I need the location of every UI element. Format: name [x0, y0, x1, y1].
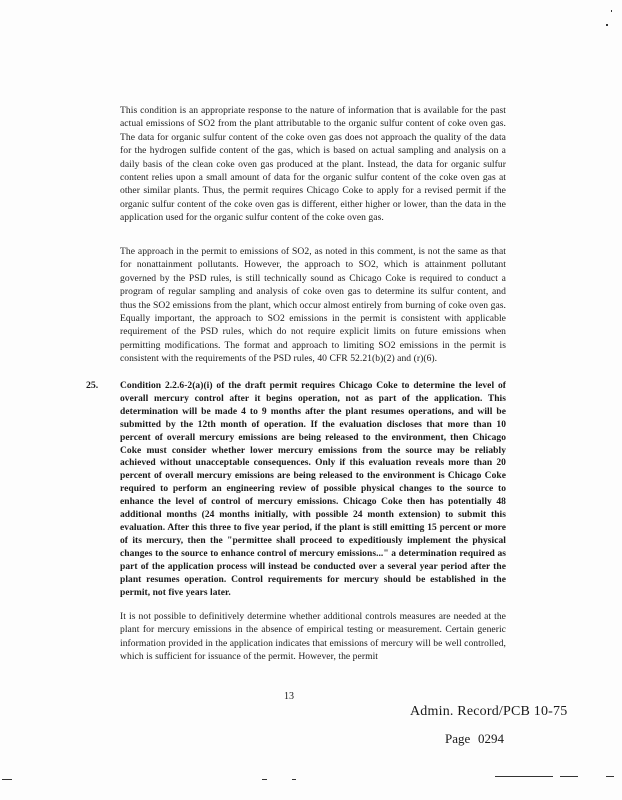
body-paragraph-2: The approach in the permit to emissions of SO2, as noted in this comment, is not the same as that for nonattainment pollutants. However, the approach to SO2, which is attainment pollutant governed by the PSD rules, is still technically sound as Chicago Coke is required to conduct a program of regular sampling and analysis of coke oven gas to determine its sulfur content, and thus the SO2 emissions from the plant, which occur almost entirely from burning of coke oven gas. Equally important, the approach to SO2 emissions in the permit is consistent with applicable requirement of the PSD rules, which do not require explicit limits on future emissions when permitting modifications. The format and approach to limiting SO2 emissions in the permit is consistent with the requirements of the PSD rules, 40 CFR 52.21(b)(2) and (r)(6). — [120, 246, 506, 365]
scan-artifact — [606, 776, 614, 777]
response-paragraph: It is not possible to definitively determine whether additional controls measures are needed at the plant for mercury emissions in the absence of empirical testing or measurement. Certain generic information provided in the application indicates that emissions of mercury will be well controlled, which is sufficient for issuance of the permit. However, the permit — [120, 611, 506, 663]
stamp-page-label: Page — [445, 731, 471, 746]
comment-paragraph: Condition 2.2.6-2(a)(i) of the draft permit requires Chicago Coke to determine the level of overall mercury control after it begins operation, not as part of the application. This determination will be made 4 to 9 months after the plant resumes operations, and will be submitted by the 12th month of operation. If the evaluation discloses that more than 10 percent of overall mercury emissions are being released to the environment, then Chicago Coke must consider whether lower mercury emissions from the source may be reliably achieved without unacceptable consequences. Only if this evaluation reveals more than 20 percent of overall mercury emissions are being released to the environment is Chicago Coke required to perform an engineering review of possible physical changes to the source to enhance the level of control of mercury emissions. Chicago Coke then has potentially 48 additional months (24 months initially, with possible 24 month extension) to submit this evaluation. After this three to five year period, if the plant is still emitting 15 percent or more of its mercury, then the "permittee shall proceed to expeditiously implement the physical changes to the source to enhance control of mercury emissions..." a determination required as part of the application process will instead be conducted over a several year period after the plant resumes operation. Control requirements for mercury should be established in the permit, not five years later. — [120, 381, 506, 598]
scan-artifact — [292, 779, 296, 780]
scan-artifact — [606, 24, 608, 26]
comment-number: 25. — [86, 380, 99, 391]
scan-artifact — [560, 776, 578, 777]
body-paragraph-1: This condition is an appropriate response to the nature of information that is available for the past actual emissions of SO2 from the plant attributable to the organic sulfur content of coke oven gas. The data for organic sulfur content of the coke oven gas does not approach the quality of the data for the hydrogen sulfide content of the gas, which is based on actual sampling and analysis on a daily basis of the clean coke oven gas produced at the plant. Instead, the data for organic sulfur content relies upon a small amount of data for the organic sulfur content of the coke oven gas at other similar plants. Thus, the permit requires Chicago Coke to apply for a revised permit if the organic sulfur content of the coke oven gas is different, either higher or lower, than the data in the application used for the organic sulfur content of the coke oven gas. — [120, 105, 506, 224]
page-number: 13 — [284, 691, 294, 702]
scan-artifact — [262, 779, 267, 780]
scan-artifact — [495, 776, 553, 777]
scan-artifact — [611, 10, 612, 12]
scan-artifact — [2, 779, 12, 780]
stamp-page-number: 0294 — [478, 731, 504, 746]
admin-record-stamp: Admin. Record/PCB 10-75 — [410, 704, 568, 719]
